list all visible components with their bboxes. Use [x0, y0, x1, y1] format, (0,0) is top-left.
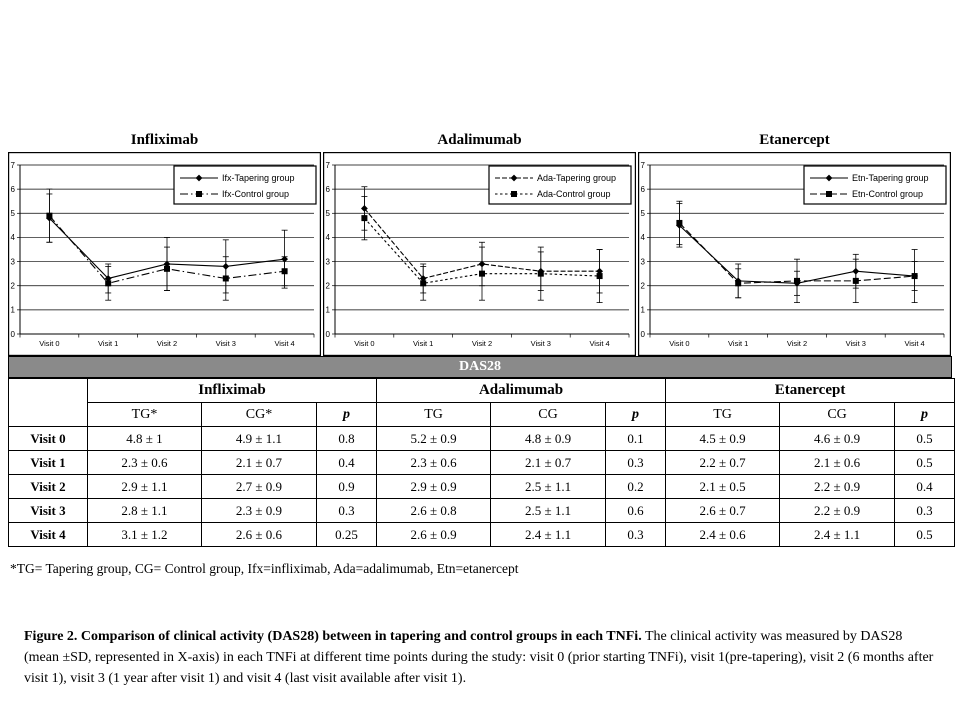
svg-text:4: 4 — [10, 233, 15, 243]
svg-text:4: 4 — [325, 233, 330, 243]
chart-title-adalimumab: Adalimumab — [437, 132, 522, 148]
table-cell: 2.9 ± 0.9 — [377, 475, 491, 499]
table-cell: 2.1 ± 0.7 — [491, 451, 606, 475]
das28-line-chart-infliximab — [8, 152, 321, 356]
table-cell: 4.8 ± 1 — [88, 427, 202, 451]
chart-title-infliximab: Infliximab — [130, 132, 199, 148]
subheader-cg: CG — [780, 403, 895, 427]
svg-text:Visit 1: Visit 1 — [728, 339, 749, 348]
table-cell: 2.3 ± 0.6 — [377, 451, 491, 475]
svg-text:6: 6 — [10, 184, 15, 194]
table-cell: 0.5 — [895, 451, 955, 475]
svg-text:6: 6 — [325, 184, 330, 194]
table-cell: 0.5 — [895, 427, 955, 451]
svg-text:5: 5 — [10, 209, 15, 219]
svg-text:3: 3 — [10, 257, 15, 267]
subheader-tg: TG — [666, 403, 780, 427]
table-cell: 2.3 ± 0.6 — [88, 451, 202, 475]
svg-text:Visit 1: Visit 1 — [413, 339, 434, 348]
svg-text:5: 5 — [640, 209, 645, 219]
table-cell: 0.4 — [895, 475, 955, 499]
row-label: Visit 3 — [9, 499, 88, 523]
svg-text:1: 1 — [325, 305, 330, 315]
table-row — [9, 523, 955, 547]
svg-text:0: 0 — [325, 329, 330, 339]
chart-panel-adalimumab — [323, 132, 636, 356]
table-cell: 2.3 ± 0.9 — [202, 499, 317, 523]
table-cell: 2.4 ± 0.6 — [666, 523, 780, 547]
table-cell: 2.5 ± 1.1 — [491, 499, 606, 523]
svg-text:Etn-Control group: Etn-Control group — [852, 189, 924, 199]
svg-text:6: 6 — [640, 184, 645, 194]
table-cell: 2.1 ± 0.6 — [780, 451, 895, 475]
table-cell: 0.4 — [317, 451, 377, 475]
table-cell: 0.8 — [317, 427, 377, 451]
svg-text:1: 1 — [10, 305, 15, 315]
svg-text:Visit 3: Visit 3 — [845, 339, 866, 348]
table-footnote: *TG= Tapering group, CG= Control group, Ifx=infliximab, Ada=adalimumab, Etn=etanercept — [10, 561, 519, 576]
table-cell: 2.9 ± 1.1 — [88, 475, 202, 499]
svg-text:7: 7 — [10, 160, 15, 170]
subheader-p: p — [606, 403, 666, 427]
table-cell: 5.2 ± 0.9 — [377, 427, 491, 451]
table-cell: 2.6 ± 0.9 — [377, 523, 491, 547]
table-cell: 4.8 ± 0.9 — [491, 427, 606, 451]
table-cell: 0.5 — [895, 523, 955, 547]
table-cell: 2.6 ± 0.8 — [377, 499, 491, 523]
table-cell: 0.3 — [317, 499, 377, 523]
chart-panel-etanercept — [638, 132, 951, 356]
svg-text:Visit 4: Visit 4 — [904, 339, 925, 348]
table-cell: 2.1 ± 0.7 — [202, 451, 317, 475]
table-cell: 0.25 — [317, 523, 377, 547]
svg-text:7: 7 — [325, 160, 330, 170]
svg-text:Visit 2: Visit 2 — [156, 339, 178, 348]
table-group-header-row — [9, 379, 955, 403]
subheader-p: p — [317, 403, 377, 427]
table-cell: 2.6 ± 0.7 — [666, 499, 780, 523]
table-cell: 2.4 ± 1.1 — [491, 523, 606, 547]
table-cell: 0.3 — [895, 499, 955, 523]
table-cell: 0.3 — [606, 523, 666, 547]
svg-text:3: 3 — [325, 257, 330, 267]
svg-text:4: 4 — [640, 233, 645, 243]
table-cell: 0.2 — [606, 475, 666, 499]
svg-text:Visit 0: Visit 0 — [669, 339, 690, 348]
charts-row — [8, 132, 952, 356]
svg-text:Visit 3: Visit 3 — [530, 339, 551, 348]
chart-panel-infliximab — [8, 132, 321, 356]
table-cell: 0.1 — [606, 427, 666, 451]
svg-text:Visit 0: Visit 0 — [39, 339, 60, 348]
row-label: Visit 4 — [9, 523, 88, 547]
svg-text:0: 0 — [10, 329, 15, 339]
das28-table — [8, 378, 955, 547]
svg-text:2: 2 — [325, 281, 330, 291]
table-cell: 4.6 ± 0.9 — [780, 427, 895, 451]
corner-cell — [9, 379, 88, 427]
svg-text:Visit 0: Visit 0 — [354, 339, 375, 348]
subheader-cg: CG — [491, 403, 606, 427]
row-label: Visit 2 — [9, 475, 88, 499]
svg-text:3: 3 — [640, 257, 645, 267]
svg-text:Visit 3: Visit 3 — [215, 339, 236, 348]
table-cell: 2.6 ± 0.6 — [202, 523, 317, 547]
caption-bold-lead: Figure 2. Comparison of clinical activity (DAS28) between in tapering and control groups in each TNFi. — [24, 629, 642, 644]
table-cell: 2.2 ± 0.7 — [666, 451, 780, 475]
group-header-adalimumab: Adalimumab — [377, 379, 666, 403]
table-cell: 2.7 ± 0.9 — [202, 475, 317, 499]
svg-text:Ada-Control group: Ada-Control group — [537, 189, 611, 199]
das28-banner: DAS28 — [8, 356, 952, 378]
svg-text:Visit 4: Visit 4 — [589, 339, 610, 348]
svg-text:2: 2 — [640, 281, 645, 291]
svg-text:Etn-Tapering group: Etn-Tapering group — [852, 173, 929, 183]
table-cell: 2.4 ± 1.1 — [780, 523, 895, 547]
table-row — [9, 475, 955, 499]
table-cell: 2.1 ± 0.5 — [666, 475, 780, 499]
svg-text:Ifx-Control group: Ifx-Control group — [222, 189, 290, 199]
table-cell: 3.1 ± 1.2 — [88, 523, 202, 547]
group-header-infliximab: Infliximab — [88, 379, 377, 403]
table-cell: 2.5 ± 1.1 — [491, 475, 606, 499]
table-cell: 0.3 — [606, 451, 666, 475]
table-cell: 2.8 ± 1.1 — [88, 499, 202, 523]
table-cell: 0.6 — [606, 499, 666, 523]
row-label: Visit 1 — [9, 451, 88, 475]
caption-body: The clinical activity was measured by DAS28 (mean ±SD, represented in X-axis) in each TNFi at different time points during the study: visit 0 (prior starting TNFi), visit 1(pre-tapering), visit 2 (6 months after visit 1), visit 3 (1 year after visit 1) and visit 4 (last visit available after visit 1). — [24, 629, 934, 686]
svg-text:7: 7 — [640, 160, 645, 170]
figure-caption — [24, 626, 936, 689]
table-subheader-row — [9, 403, 955, 427]
subheader-tg: TG* — [88, 403, 202, 427]
subheader-cg: CG* — [202, 403, 317, 427]
svg-text:0: 0 — [640, 329, 645, 339]
table-row — [9, 451, 955, 475]
svg-text:Visit 4: Visit 4 — [274, 339, 295, 348]
svg-text:Ada-Tapering group: Ada-Tapering group — [537, 173, 617, 183]
chart-title-etanercept: Etanercept — [759, 132, 830, 148]
table-cell: 2.2 ± 0.9 — [780, 475, 895, 499]
subheader-p: p — [895, 403, 955, 427]
svg-text:Visit 1: Visit 1 — [98, 339, 119, 348]
group-header-etanercept: Etanercept — [666, 379, 955, 403]
svg-text:Ifx-Tapering group: Ifx-Tapering group — [222, 173, 295, 183]
row-label: Visit 0 — [9, 427, 88, 451]
table-cell: 4.9 ± 1.1 — [202, 427, 317, 451]
das28-line-chart-adalimumab — [323, 152, 636, 356]
table-cell: 2.2 ± 0.9 — [780, 499, 895, 523]
svg-text:Visit 2: Visit 2 — [471, 339, 493, 348]
svg-text:1: 1 — [640, 305, 645, 315]
svg-text:2: 2 — [10, 281, 15, 291]
subheader-tg: TG — [377, 403, 491, 427]
table-row — [9, 427, 955, 451]
svg-text:Visit 2: Visit 2 — [786, 339, 808, 348]
svg-text:5: 5 — [325, 209, 330, 219]
table-cell: 0.9 — [317, 475, 377, 499]
das28-line-chart-etanercept — [638, 152, 951, 356]
table-cell: 4.5 ± 0.9 — [666, 427, 780, 451]
table-row — [9, 499, 955, 523]
